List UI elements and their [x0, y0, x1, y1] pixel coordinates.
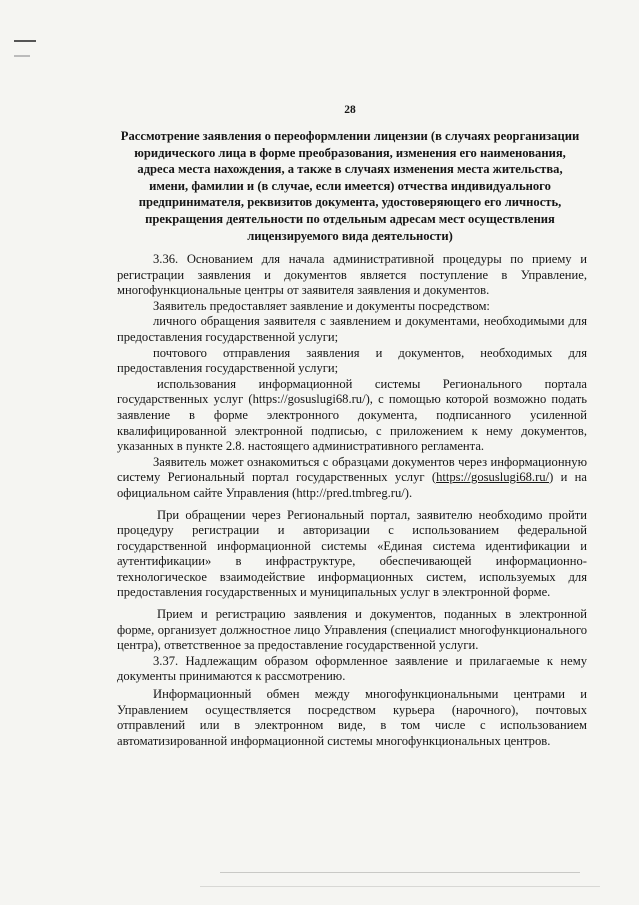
samples-text-after: ) и на официальном сайте Управления (http://pred.tmbreg.ru/). — [117, 470, 587, 500]
scan-mark-faint — [14, 55, 30, 57]
heading-line: предпринимателя, реквизитов документа, удостоверяющего его личность, — [138, 195, 562, 210]
paragraph-samples — [117, 455, 587, 502]
scan-mark — [14, 40, 36, 42]
heading-line: прекращения деятельности по отдельным адресам мест осуществления — [145, 211, 555, 226]
heading-line: юридического лица в форме преобразования, изменения его наименования, — [134, 145, 566, 160]
section-heading — [105, 128, 595, 244]
gosuslugi-link[interactable]: https://gosuslugi68.ru/ — [436, 470, 550, 485]
heading-line: лицензируемого вида деятельности) — [247, 228, 453, 243]
paragraph-information-exchange: Информационный обмен между многофункциональными центрами и Управлением осуществляется посредством курьера (нарочного), почтовых отправлений или в электронном виде, в том числе с использованием автоматизированной информационной системы многофункциональных центров. — [117, 687, 587, 748]
paragraph-electronic-reception: Прием и регистрацию заявления и документов, поданных в электронной форме, организует должностное лицо Управления (специалист многофункционального центра), ответственное за предоставление государственной услуги. — [117, 607, 587, 653]
paragraph-personal-visit: личного обращения заявителя с заявлением и документами, необходимыми для предоставления государственной услуги; — [117, 314, 587, 344]
page-number: 28 — [344, 104, 356, 116]
samples-text-before: Заявитель может ознакомиться с образцами документов через информационную систему Региональный портал государственных услуг ( — [117, 454, 587, 485]
paragraph-3-36: 3.36. Основанием для начала административной процедуры по приему и регистрации заявления и документов является поступление в Управление, многофункциональные центры от заявителя заявления и документов. — [117, 252, 587, 298]
document-body — [117, 252, 587, 749]
paragraph-submission-means: Заявитель предоставляет заявление и документы посредством: — [153, 298, 490, 313]
scan-edge-line-faint — [200, 886, 600, 887]
heading-line: адреса места нахождения, а также в случаях изменения места жительства, — [137, 162, 563, 177]
scan-edge-line — [220, 872, 580, 873]
paragraph-3-37: 3.37. Надлежащим образом оформленное заявление и прилагаемые к нему документы принимаются к рассмотрению. — [117, 653, 587, 684]
heading-line: Рассмотрение заявления о переоформлении лицензии (в случаях реорганизации — [120, 129, 580, 143]
paragraph-postal: почтового отправления заявления и документов, необходимых для предоставления государственной услуги; — [117, 345, 587, 376]
heading-line: имени, фамилии и (в случае, если имеется) отчества индивидуального — [149, 178, 551, 193]
paragraph-portal-registration: При обращении через Региональный портал, заявителю необходимо пройти процедуру регистрации и авторизации с использованием федеральной государственной информационной системы «Единая система идентификации и аутентификации» в инфраструктуре, обеспечивающей информационно-технологическое взаимодействие информационных систем, используемых для предоставления государственных и муниципальных услуг в электронной форме. — [117, 507, 587, 600]
paragraph-portal-usage: использования информационной системы Регионального портала государственных услуг (https://gosuslugi68.ru/), с помощью которой возможно подать заявление в форме электронного документа, подписанного усиленной квалифицированной электронной подписью, с приложением к нему документов, указанных в пункте 2.8. настоящего административного регламента. — [117, 376, 587, 454]
